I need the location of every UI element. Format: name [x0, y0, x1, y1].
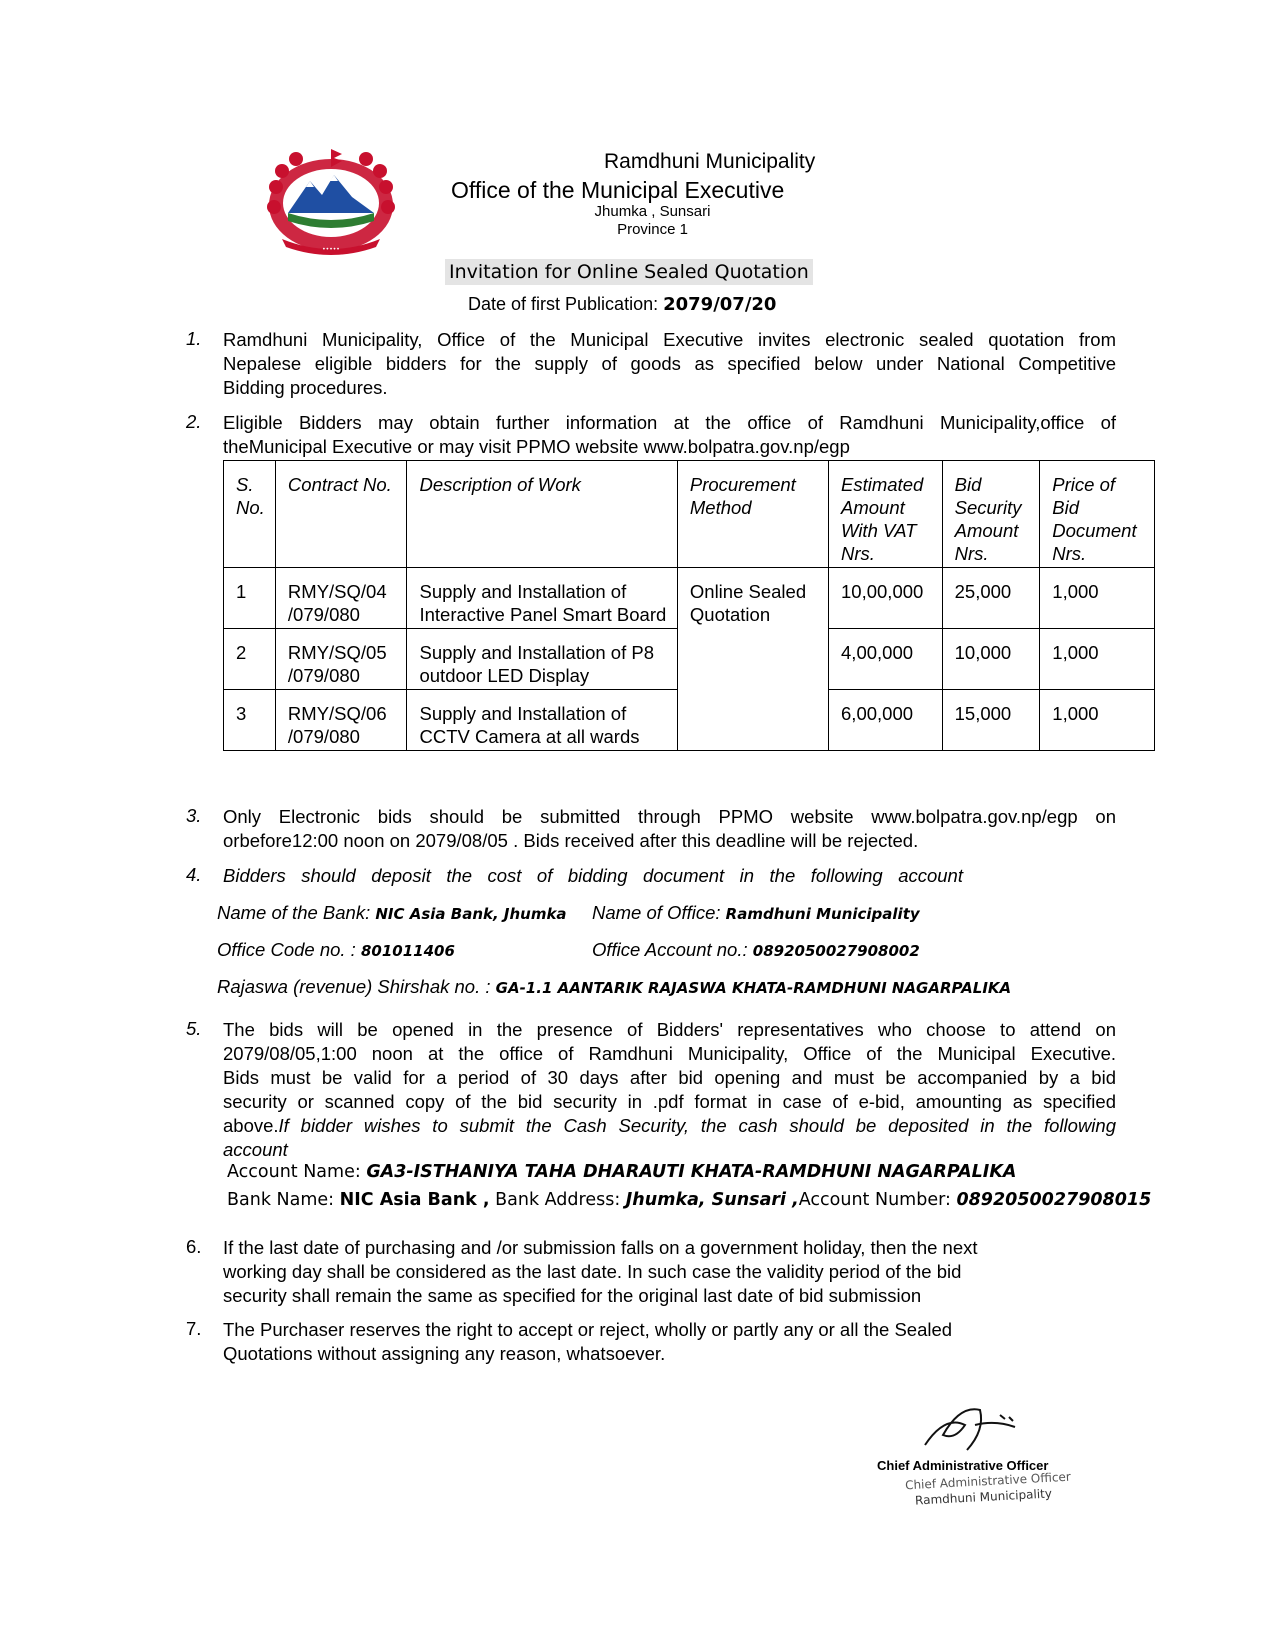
- item-5-line: Bids must be valid for a period of 30 days after bid opening and must be accompanied by a bid: [223, 1067, 1116, 1088]
- item-6-line: If the last date of purchasing and /or submission falls on a government holiday, then the next: [223, 1237, 978, 1258]
- item-1-paragraph: [223, 328, 1116, 400]
- office-account-value: 0892050027908002: [752, 942, 920, 960]
- office-code-value: 801011406: [360, 942, 455, 960]
- bids-table: [223, 460, 1155, 751]
- cell-estimate: 4,00,000: [829, 629, 943, 690]
- item-5-line: security or scanned copy of the bid security in .pdf format in case of e-bid, amounting as specified: [223, 1091, 1116, 1112]
- cell-description: Supply and Installation of P8 outdoor LED Display: [407, 629, 677, 690]
- office-name: Office of the Municipal Executive: [451, 177, 785, 203]
- office-name-row: [592, 901, 920, 926]
- handwritten-signature: [905, 1395, 1025, 1455]
- svg-text:•••••: •••••: [322, 246, 340, 253]
- item-6-line: security shall remain the same as specified for the original last date of bid submission: [223, 1285, 922, 1306]
- header-security: Bid Security Amount Nrs.: [942, 461, 1040, 568]
- item-number-1: 1.: [186, 328, 202, 349]
- cell-price: 1,000: [1040, 629, 1155, 690]
- cell-security: 15,000: [942, 690, 1040, 751]
- item-2-line: theMunicipal Executive or may visit PPMO website www.bolpatra.gov.np/egp: [223, 436, 850, 457]
- header-contract: Contract No.: [275, 461, 407, 568]
- item-5-line: The bids will be opened in the presence of Bidders' representatives who choose to attend on: [223, 1019, 1116, 1040]
- cell-price: 1,000: [1040, 690, 1155, 751]
- bank-name-label: Bank Name:: [227, 1190, 340, 1210]
- item-1-line: Bidding procedures.: [223, 377, 388, 398]
- item-5-above: above.: [223, 1115, 279, 1136]
- publication-label: Date of first Publication:: [468, 294, 664, 314]
- signature-title: Chief Administrative Officer: [877, 1458, 1049, 1473]
- account-name-value: GA3-ISTHANIYA TAHA DHARAUTI KHATA-RAMDHUNI NAGARPALIKA: [366, 1162, 1017, 1182]
- header-price: Price of Bid Document Nrs.: [1040, 461, 1155, 568]
- cell-contract: RMY/SQ/05 /079/080: [275, 629, 407, 690]
- item-2-line: Eligible Bidders may obtain further information at the office of Ramdhuni Municipality,office of: [223, 412, 1116, 433]
- rajaswa-value: GA-1.1 AANTARIK RAJASWA KHATA-RAMDHUNI NAGARPALIKA: [495, 979, 1012, 997]
- item-7-line: The Purchaser reserves the right to accept or reject, wholly or partly any or all the Sealed: [223, 1319, 953, 1340]
- cell-security: 10,000: [942, 629, 1040, 690]
- header-description: Description of Work: [407, 461, 677, 568]
- header-method: Procurement Method: [677, 461, 828, 568]
- bank-address-label: Bank Address:: [489, 1190, 626, 1210]
- office-account-label: Office Account no.:: [592, 939, 753, 960]
- bank-label: Name of the Bank:: [217, 902, 376, 923]
- account-number-value: 0892050027908015: [956, 1190, 1152, 1210]
- cell-description: Supply and Installation of Interactive Panel Smart Board: [407, 568, 677, 629]
- table-header-row: [224, 461, 1155, 568]
- municipality-name: Ramdhuni Municipality: [604, 150, 816, 173]
- bank-value: NIC Asia Bank, Jhumka: [375, 905, 567, 923]
- account-name-label: Account Name:: [227, 1162, 367, 1182]
- cell-sno: 3: [224, 690, 276, 751]
- item-number-4: 4.: [186, 864, 202, 885]
- office-code-row: [217, 938, 455, 963]
- signature-block: [865, 1395, 1072, 1510]
- address-line-1-text: Jhumka , Sunsari: [594, 203, 711, 220]
- cell-sno: 1: [224, 568, 276, 629]
- header-sno: S. No.: [224, 461, 276, 568]
- address-line-1: [0, 203, 1275, 220]
- item-3-paragraph: [223, 805, 1116, 853]
- rajaswa-label: Rajaswa (revenue) Shirshak no. :: [217, 976, 496, 997]
- header-estimate: Estimated Amount With VAT Nrs.: [829, 461, 943, 568]
- item-1-line: Ramdhuni Municipality, Office of the Municipal Executive invites electronic sealed quotation from: [223, 329, 1116, 350]
- item-7-paragraph: [223, 1318, 952, 1366]
- cell-estimate: 6,00,000: [829, 690, 943, 751]
- address-line-2: [0, 221, 1275, 238]
- item-7-line: Quotations without assigning any reason, whatsoever.: [223, 1343, 666, 1364]
- item-6-line: working day shall be considered as the last date. In such case the validity period of the bid: [223, 1261, 962, 1282]
- cell-estimate: 10,00,000: [829, 568, 943, 629]
- rajaswa-row: [217, 975, 1011, 1000]
- office-name-value: Ramdhuni Municipality: [725, 905, 920, 923]
- cell-contract: RMY/SQ/04 /079/080: [275, 568, 407, 629]
- document-title: Invitation for Online Sealed Quotation: [445, 259, 813, 285]
- office-code-label: Office Code no. :: [217, 939, 361, 960]
- item-1-line: Nepalese eligible bidders for the supply of goods as specified below under National Competitive: [223, 353, 1116, 374]
- stamp-line-2: Ramdhuni Municipality: [914, 1486, 1053, 1508]
- item-number-7: 7.: [186, 1318, 202, 1339]
- item-5-italic-clause: If bidder wishes to submit the Cash Security, the cash should be deposited in the following: [278, 1115, 1116, 1136]
- item-5-line: [223, 1114, 1116, 1138]
- item-6-paragraph: [223, 1236, 978, 1308]
- item-number-3: 3.: [186, 805, 202, 826]
- table-row: [224, 568, 1155, 629]
- item-5-line: 2079/08/05,1:00 noon at the office of Ramdhuni Municipality, Office of the Municipal Executive.: [223, 1043, 1116, 1064]
- item-3-line: orbefore12:00 noon on 2079/08/05 . Bids received after this deadline will be rejected.: [223, 830, 919, 851]
- office-name-label: Name of Office:: [592, 902, 726, 923]
- bank-address-value: Jhumka, Sunsari ,: [625, 1190, 799, 1210]
- cash-bank-row: [227, 1190, 1151, 1210]
- item-4-text: Bidders should deposit the cost of bidding document in the following account: [223, 865, 963, 886]
- item-2-paragraph: [223, 411, 1116, 459]
- address-line-2-text: Province 1: [617, 221, 688, 238]
- publication-date-value: 2079/07/20: [663, 294, 777, 315]
- cash-account-name-row: [227, 1162, 1016, 1182]
- cell-sno: 2: [224, 629, 276, 690]
- item-3-line: Only Electronic bids should be submitted through PPMO website www.bolpatra.gov.np/egp on: [223, 806, 1116, 827]
- cell-description: Supply and Installation of CCTV Camera at all wards: [407, 690, 677, 751]
- cell-price: 1,000: [1040, 568, 1155, 629]
- item-number-2: 2.: [186, 411, 202, 432]
- account-number-label: Account Number:: [798, 1190, 957, 1210]
- cell-contract: RMY/SQ/06 /079/080: [275, 690, 407, 751]
- item-5-paragraph: [223, 1018, 1116, 1162]
- bank-name-value: NIC Asia Bank ,: [339, 1190, 490, 1210]
- item-number-6: 6.: [186, 1236, 202, 1257]
- cell-security: 25,000: [942, 568, 1040, 629]
- publication-date: [468, 294, 776, 315]
- item-number-5: 5.: [186, 1018, 202, 1039]
- item-5-line: account: [223, 1139, 288, 1160]
- stamp-line-1: Chief Administrative Officer: [904, 1469, 1072, 1493]
- cell-method: Online Sealed Quotation: [677, 568, 828, 751]
- bank-row: [217, 901, 567, 926]
- office-account-row: [592, 938, 920, 963]
